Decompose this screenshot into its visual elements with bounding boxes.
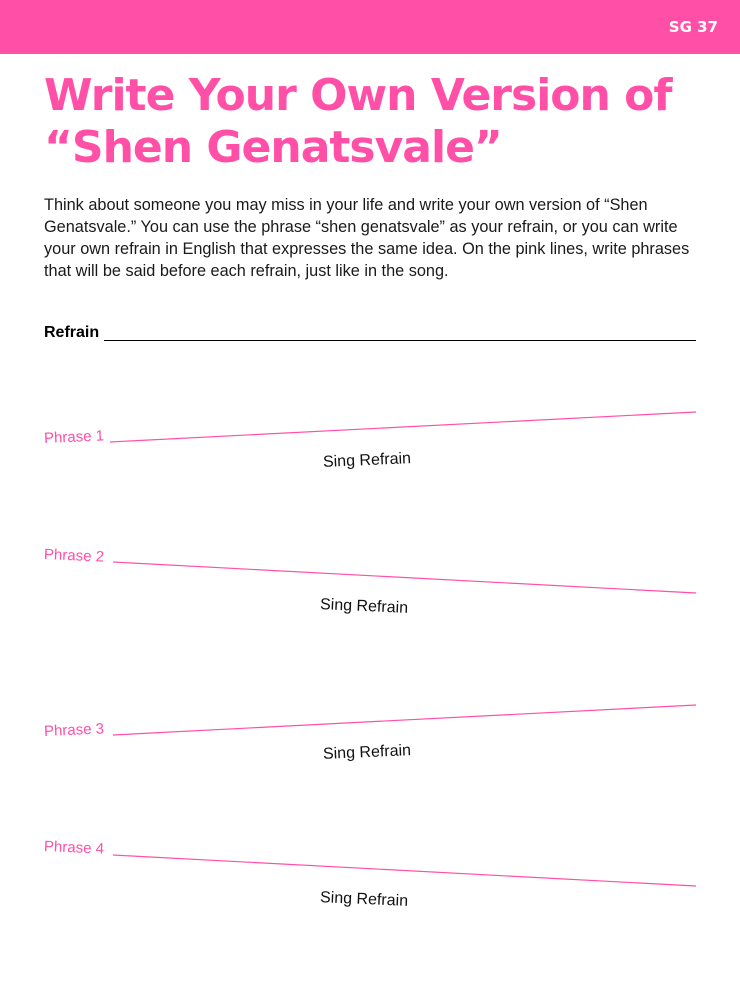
refrain-label: Refrain xyxy=(44,324,100,341)
phrase-3-sing-refrain: Sing Refrain xyxy=(322,742,412,763)
page-number: SG 37 xyxy=(668,18,718,36)
phrase-3-label: Phrase 3 xyxy=(43,720,105,740)
phrase-2-sing-refrain: Sing Refrain xyxy=(319,596,409,617)
phrase-4-label: Phrase 4 xyxy=(43,838,105,858)
phrase-2-write-line[interactable] xyxy=(113,562,696,593)
phrase-3-write-line[interactable] xyxy=(113,705,696,735)
phrase-1-write-line[interactable] xyxy=(110,412,696,442)
instructions-paragraph: Think about someone you may miss in your life and write your own version of “Shen Genatsvale.” You can use the phrase “shen genatsvale” as your refrain, or you can write your own refrain in English that expresses the same idea. On the pink lines, write phrases that will be said before each refrain, just like in the song. xyxy=(44,196,690,280)
phrase-4-sing-refrain: Sing Refrain xyxy=(319,889,409,910)
phrase-1-sing-refrain: Sing Refrain xyxy=(322,450,412,471)
page-title-line-2: “Shen Genatsvale” xyxy=(44,122,502,173)
phrase-4-write-line[interactable] xyxy=(113,855,696,886)
phrase-1-label: Phrase 1 xyxy=(43,427,105,447)
page-title-line-1: Write Your Own Version of xyxy=(44,70,672,121)
phrase-2-label: Phrase 2 xyxy=(43,546,105,566)
